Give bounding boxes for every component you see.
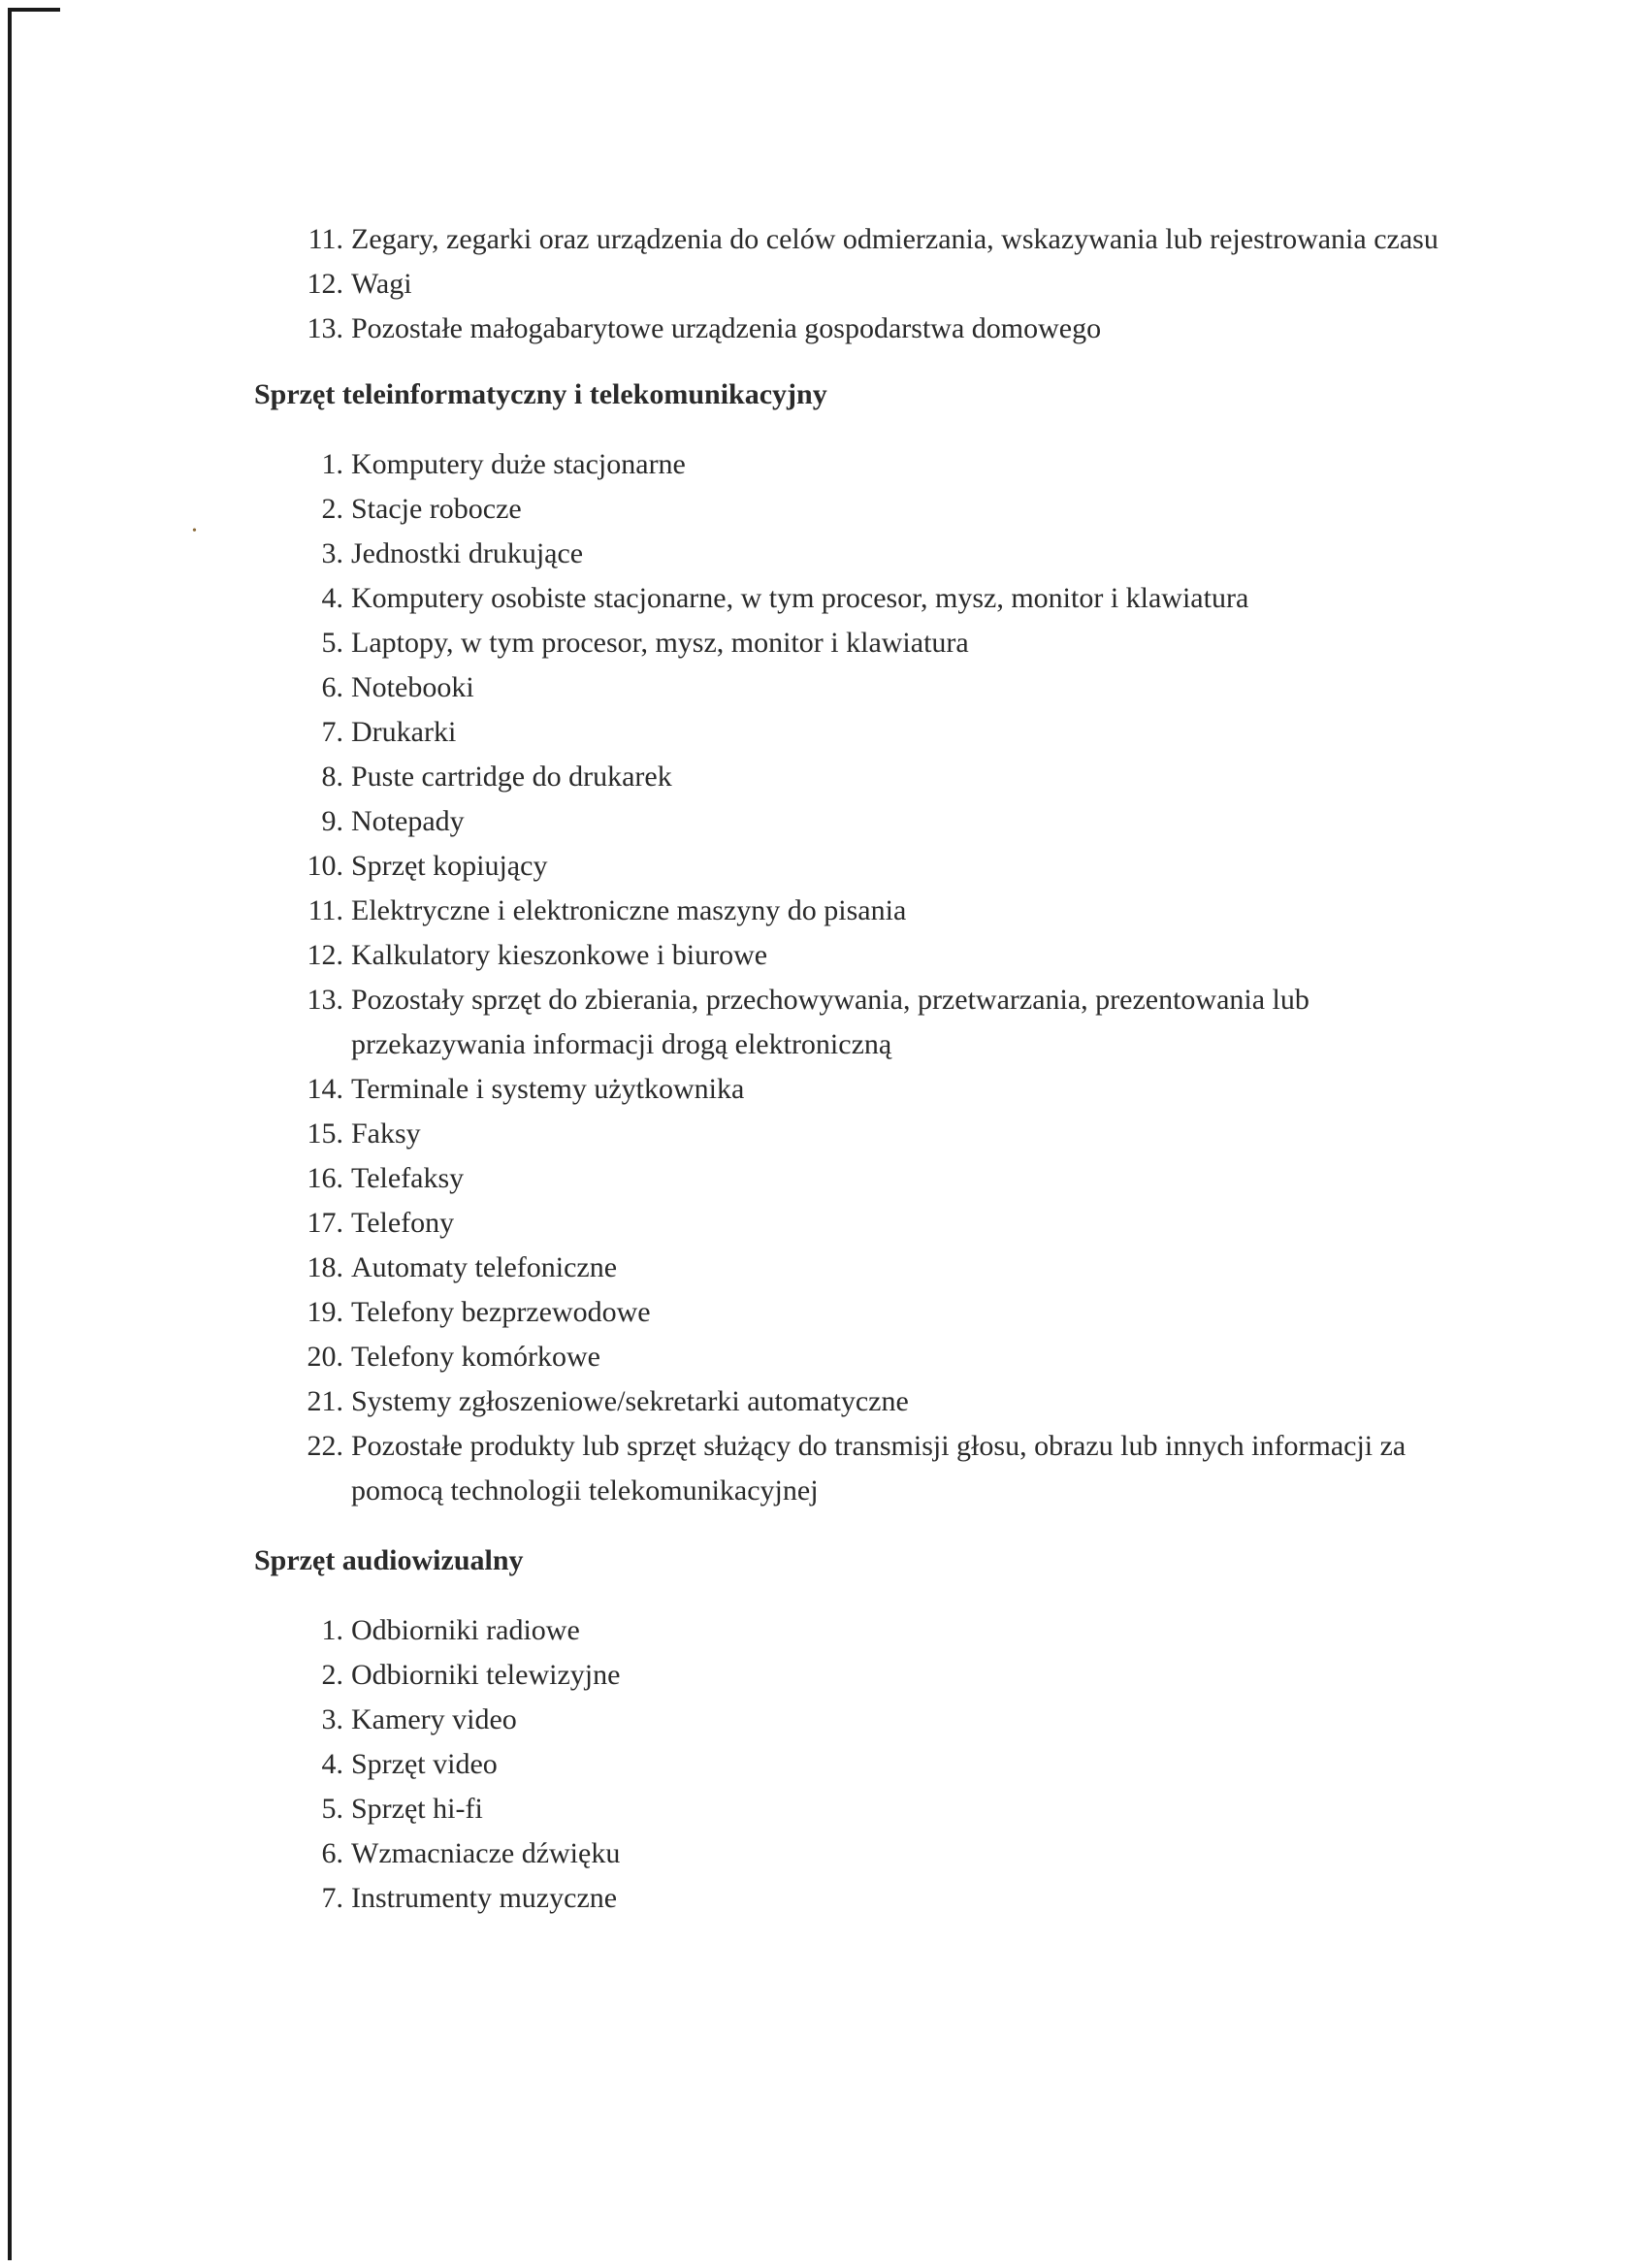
item-number: 8. (321, 761, 343, 793)
item-text: Elektryczne i elektroniczne maszyny do pisania (351, 894, 907, 926)
item-text: Notepady (351, 805, 465, 837)
item-number: 16. (307, 1162, 343, 1194)
item-number: 12. (307, 268, 343, 300)
list-item (0, 307, 1649, 351)
item-number: 6. (321, 671, 343, 703)
item-text: Sprzęt video (351, 1748, 498, 1780)
item-text: Automaty telefoniczne (351, 1251, 618, 1283)
list-item (0, 1742, 1649, 1787)
item-text: Odbiorniki telewizyjne (351, 1659, 621, 1691)
list-item (0, 1608, 1649, 1653)
item-text: Pozostałe małogabarytowe urządzenia gospodarstwa domowego (351, 312, 1102, 344)
list-item (0, 262, 1649, 307)
list-item (0, 576, 1649, 621)
item-text: Pozostałe produkty lub sprzęt służący do transmisji głosu, obrazu lub innych informacji za pomocą technologii telekomunikacyjnej (351, 1430, 1406, 1507)
item-text: Kamery video (351, 1703, 517, 1735)
item-number: 3. (321, 537, 343, 569)
list-item (0, 217, 1649, 262)
item-number: 19. (307, 1296, 343, 1328)
item-text: Jednostki drukujące (351, 537, 584, 569)
item-text: Odbiorniki radiowe (351, 1614, 580, 1646)
section-heading-it: Sprzęt teleinformatyczny i telekomunikacyjny (254, 378, 827, 410)
item-text: Stacje robocze (351, 493, 522, 525)
list-item (0, 1653, 1649, 1698)
list-item (0, 933, 1649, 978)
section-list-av (0, 1608, 1649, 1921)
item-number: 17. (307, 1207, 343, 1239)
item-text: Sprzęt hi-fi (351, 1793, 483, 1825)
item-text: Telefony komórkowe (351, 1341, 600, 1373)
item-text: Pozostały sprzęt do zbierania, przechowywania, przetwarzania, prezentowania lub przekazywania informacji drogą elektroniczną (351, 984, 1310, 1060)
item-text: Faksy (351, 1118, 421, 1150)
item-number: 15. (307, 1118, 343, 1150)
item-number: 4. (321, 1748, 343, 1780)
list-item (0, 1424, 1649, 1513)
list-item (0, 1156, 1649, 1201)
item-number: 13. (307, 984, 343, 1016)
item-text: Instrumenty muzyczne (351, 1882, 618, 1914)
item-number: 3. (321, 1703, 343, 1735)
item-number: 11. (307, 223, 343, 255)
continued-list (0, 0, 1649, 351)
item-number: 14. (307, 1073, 343, 1105)
list-item (0, 844, 1649, 889)
item-text: Wagi (351, 268, 412, 300)
list-item (0, 889, 1649, 933)
item-number: 5. (321, 627, 343, 659)
item-number: 10. (307, 850, 343, 882)
item-number: 7. (321, 716, 343, 748)
list-item (0, 665, 1649, 710)
item-text: Wzmacniacze dźwięku (351, 1837, 621, 1869)
list-item (0, 799, 1649, 844)
item-number: 11. (307, 894, 343, 926)
item-number: 22. (307, 1430, 343, 1462)
list-item (0, 1876, 1649, 1921)
list-item (0, 1335, 1649, 1379)
list-item (0, 1067, 1649, 1112)
item-number: 18. (307, 1251, 343, 1283)
item-number: 13. (307, 312, 343, 344)
list-item (0, 710, 1649, 755)
item-number: 4. (321, 582, 343, 614)
item-number: 2. (321, 493, 343, 525)
item-number: 12. (307, 939, 343, 971)
item-text: Terminale i systemy użytkownika (351, 1073, 745, 1105)
item-number: 21. (307, 1385, 343, 1417)
item-text: Sprzęt kopiujący (351, 850, 548, 882)
item-text: Systemy zgłoszeniowe/sekretarki automatyczne (351, 1385, 909, 1417)
item-text: Kalkulatory kieszonkowe i biurowe (351, 939, 768, 971)
list-item (0, 487, 1649, 532)
list-item (0, 532, 1649, 576)
list-item (0, 621, 1649, 665)
item-number: 2. (321, 1659, 343, 1691)
list-item (0, 442, 1649, 487)
item-text: Drukarki (351, 716, 457, 748)
list-item (0, 1698, 1649, 1742)
item-number: 1. (321, 448, 343, 480)
item-number: 6. (321, 1837, 343, 1869)
item-number: 5. (321, 1793, 343, 1825)
item-text: Puste cartridge do drukarek (351, 761, 672, 793)
item-number: 7. (321, 1882, 343, 1914)
item-text: Komputery duże stacjonarne (351, 448, 686, 480)
list-item (0, 1201, 1649, 1246)
item-number: 9. (321, 805, 343, 837)
list-item (0, 1290, 1649, 1335)
list-item (0, 1787, 1649, 1831)
item-number: 20. (307, 1341, 343, 1373)
item-text: Notebooki (351, 671, 474, 703)
item-text: Telefony bezprzewodowe (351, 1296, 651, 1328)
item-text: Zegary, zegarki oraz urządzenia do celów odmierzania, wskazywania lub rejestrowania czasu (351, 223, 1439, 255)
item-text: Laptopy, w tym procesor, mysz, monitor i klawiatura (351, 627, 969, 659)
section-heading-av: Sprzęt audiowizualny (254, 1544, 524, 1576)
list-item (0, 1112, 1649, 1156)
section-list-it (0, 442, 1649, 1513)
item-text: Telefaksy (351, 1162, 465, 1194)
item-text: Telefony (351, 1207, 455, 1239)
item-text: Komputery osobiste stacjonarne, w tym procesor, mysz, monitor i klawiatura (351, 582, 1249, 614)
list-item (0, 1246, 1649, 1290)
list-item (0, 755, 1649, 799)
list-item (0, 1379, 1649, 1424)
list-item (0, 1831, 1649, 1876)
stray-mark-icon: • (192, 524, 197, 538)
list-item (0, 978, 1649, 1067)
item-number: 1. (321, 1614, 343, 1646)
